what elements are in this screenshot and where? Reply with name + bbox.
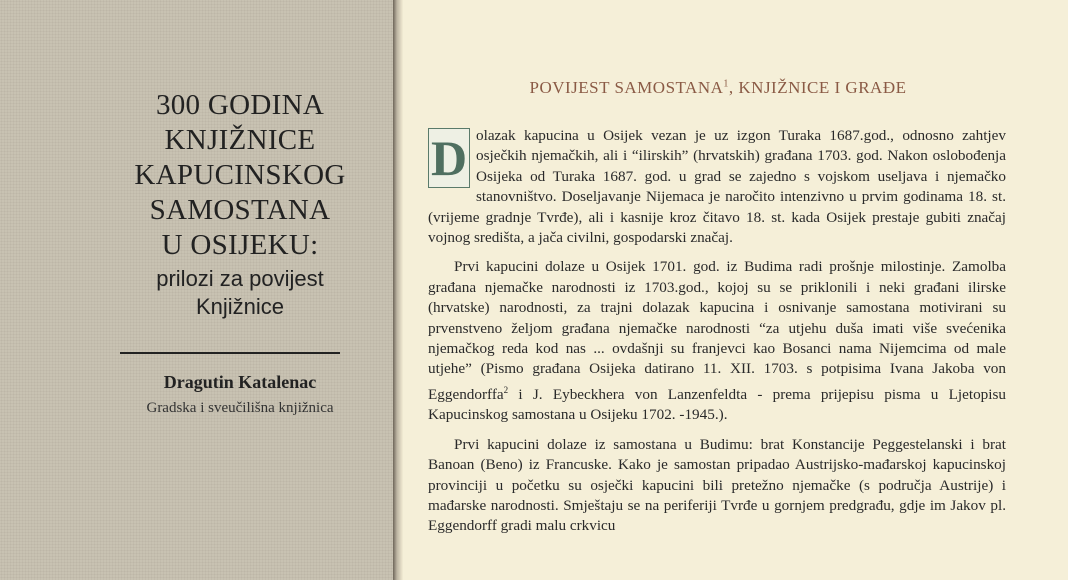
subtitle-line: prilozi za povijest <box>156 266 324 291</box>
paragraph-3 <box>428 435 1006 537</box>
paragraph-text: Prvi kapucini dolaze u Osijek 1701. god. iz Budima radi prošnje milostinje. Zamolba građana njemačke narodnosti iz 1703.god., kojoj su se priklonili i neki građani ilirske (hrvatske) narodnosti, za trajni dolazak kapucina i osnivanje samostana motivirani su prvenstveno željom građana njemačke narodnosti “za utjehu duša imati više svećenika njemačkog reda kod nas ... ovdašnji su franjevci kao Bosanci nama Nijemcima od male utjehe” (Pismo građana Osijeka datirano 11. XII. 1703. s potpisima Ivana Jakoba von Eggendorffa <box>428 258 1006 403</box>
paragraph-text-end: i J. Eybeckhera von Lanzenfeldta - prema prijepisu pisma u Ljetopisu Kapucinskog samostana u Osijeku 1702. -1945.). <box>428 385 1006 424</box>
heading-text: POVIJEST SAMOSTANA <box>529 78 724 97</box>
chapter-heading <box>403 78 1033 98</box>
title-divider <box>120 352 340 354</box>
paragraph-1 <box>428 126 1006 248</box>
paragraph-text: olazak kapucina u Osijek vezan je uz izgon Turaka 1687.god., odnosno zahtjev osječkih njemačkih, ali i “ilirskih” (hrvatskih) građana 1703. god. Nakon oslobođenja Osijeka od Turaka 1687. god. u grad se zajedno s vojskom useljava i njemačko stanovništvo. Doseljavanje Nijemaca je naročito intenzivno u prvim godinama 18. st. (vrijeme gradnje Tvrđe), ali i kasnije kroz čitavo 18. st. kada Osijek prestaje gubiti značaj vojnog središta, a jača civilni, gospodarski značaj. <box>428 127 1006 247</box>
author-name: Dragutin Katalenac <box>163 372 317 392</box>
title-main <box>110 88 370 263</box>
title-line: KNJIŽNICE <box>164 124 316 156</box>
subtitle-line: Knjižnice <box>195 294 285 319</box>
title-subtitle <box>110 265 370 321</box>
title-line: U OSIJEKU: <box>161 229 319 261</box>
article-body <box>428 126 1006 546</box>
title-line: SAMOSTANA <box>149 194 331 226</box>
author-affiliation: Gradska i sveučilišna knjižnica <box>146 400 334 416</box>
title-line: 300 GODINA <box>155 89 325 121</box>
title-line: KAPUCINSKOG <box>134 159 346 191</box>
paragraph-2 <box>428 257 1006 425</box>
footnote-marker: 1 <box>723 78 729 90</box>
paragraph-text: Prvi kapucini dolaze iz samostana u Budimu: brat Konstancije Peggestelanski i brat Banoan (Beno) iz Francuske. Kako je samostan pripadao Austrijsko-mađarskoj kapucinskoj provinciji u početku su osječki kapucini bili pretežno njemačke (s područja Austrije) i mađarske narodnosti. Smještaju se na periferiji Tvrđe u gornjem predgrađu, gdje im Jakov pl. Eggendorff gradi malu crkvicu <box>428 435 1006 535</box>
footnote-marker: 2 <box>503 384 509 395</box>
dropcap-letter: D <box>430 130 468 186</box>
dropcap-initial <box>428 128 470 188</box>
book-gutter <box>393 0 403 580</box>
heading-text-end: , KNJIŽNICE I GRAĐE <box>728 78 907 97</box>
book-title <box>110 88 370 321</box>
